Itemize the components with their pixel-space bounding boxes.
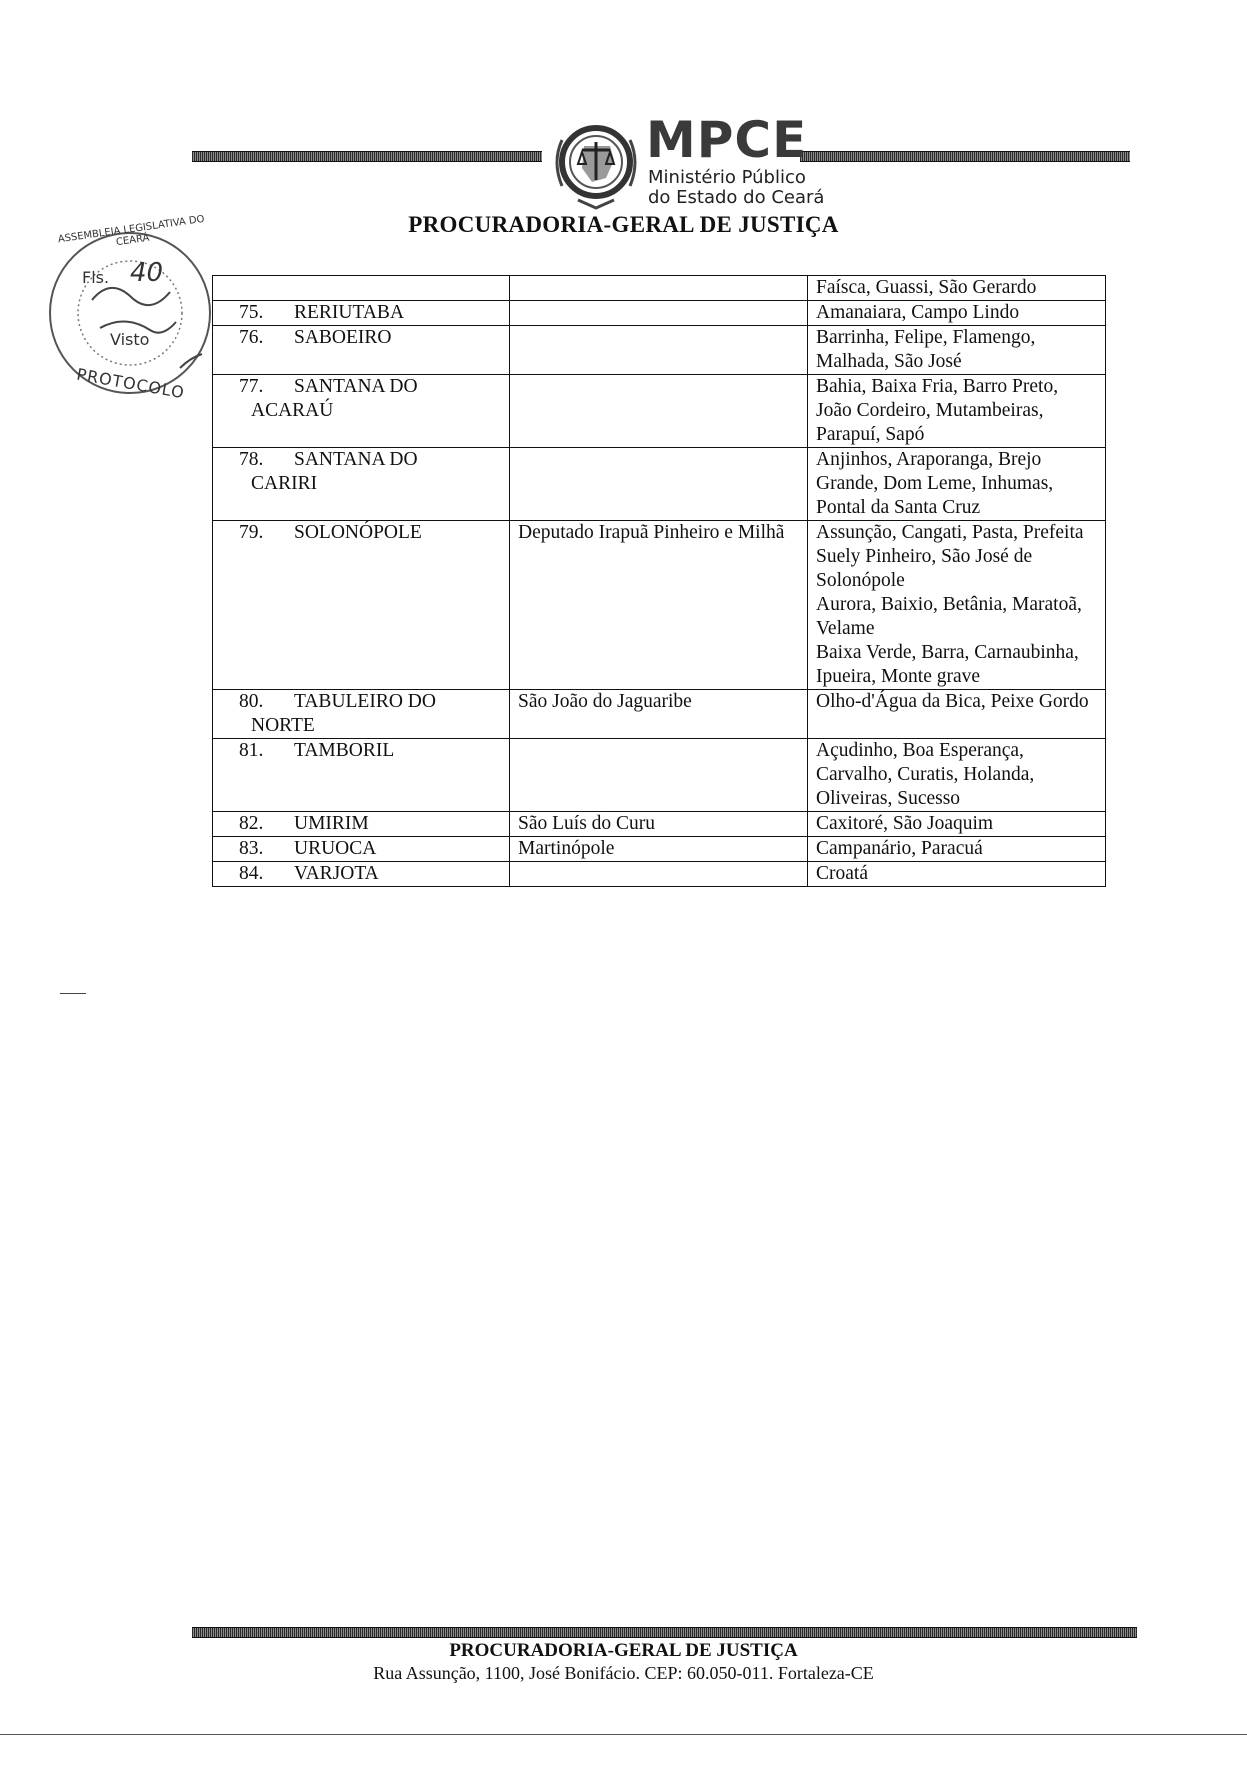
cell-city <box>213 375 510 448</box>
city-name: SOLONÓPOLE <box>294 522 422 543</box>
cell-districts <box>808 521 1106 690</box>
district-list: Olho-d'Água da Bica, Peixe Gordo <box>816 691 1089 712</box>
row-number: 79. <box>239 522 264 543</box>
city-name: RERIUTABA <box>294 302 405 323</box>
row-number: 80. <box>239 691 264 712</box>
brand-subtitle-2: do Estado do Ceará <box>648 187 825 208</box>
city-name: TABULEIRO DO <box>294 691 436 712</box>
city-name: UMIRIM <box>294 813 369 834</box>
cell-city <box>213 521 510 690</box>
cell-secondary <box>510 326 808 375</box>
city-name: SANTANA DO <box>294 376 418 397</box>
row-number: 83. <box>239 838 264 859</box>
table-row <box>213 326 1106 375</box>
cell-districts <box>808 448 1106 521</box>
city-name: ACARAÚ <box>251 400 334 421</box>
stamp-bottom-text: PROTOCOLO <box>75 364 187 403</box>
cell-city <box>213 862 510 887</box>
cell-city <box>213 739 510 812</box>
city-name: VARJOTA <box>294 863 379 884</box>
brand-subtitle-1: Ministério Público <box>648 167 806 188</box>
cell-secondary <box>510 301 808 326</box>
row-number: 81. <box>239 740 264 761</box>
district-list: Aurora, Baixio, Betânia, Maratoã, Velame <box>816 594 1082 639</box>
cell-city <box>213 301 510 326</box>
header-rule-left <box>192 151 542 162</box>
city-name: TAMBORIL <box>294 740 395 761</box>
cell-districts: Faísca, Guassi, São Gerardo <box>808 276 1106 301</box>
cell-secondary <box>510 276 808 301</box>
municipality-table <box>212 275 1106 887</box>
district-list: Açudinho, Boa Esperança, Carvalho, Curatis, Holanda, Oliveiras, Sucesso <box>816 740 1035 809</box>
cell-secondary <box>510 521 808 690</box>
footer-address: Rua Assunção, 1100, José Bonifácio. CEP: 60.050-011. Fortaleza-CE <box>373 1663 874 1683</box>
city-name: SABOEIRO <box>294 327 392 348</box>
cell-districts <box>808 301 1106 326</box>
cell-districts <box>808 326 1106 375</box>
header-rule-right <box>800 151 1130 162</box>
table-row <box>213 862 1106 887</box>
cell-districts <box>808 862 1106 887</box>
row-number: 75. <box>239 302 264 323</box>
protocol-stamp <box>30 213 230 418</box>
secondary-municipality: São Luís do Curu <box>518 813 656 834</box>
city-name: URUOCA <box>294 838 377 859</box>
district-list: Campanário, Paracuá <box>816 838 983 859</box>
row-number: 82. <box>239 813 264 834</box>
secondary-municipality: Deputado Irapuã Pinheiro e Milhã <box>518 522 785 543</box>
city-name: NORTE <box>251 715 315 736</box>
page-bottom-rule <box>0 1734 1247 1735</box>
cell-secondary <box>510 862 808 887</box>
table-row <box>213 301 1106 326</box>
district-list: Caxitoré, São Joaquim <box>816 813 994 834</box>
cell-city <box>213 690 510 739</box>
cell-secondary <box>510 448 808 521</box>
district-list: Anjinhos, Araporanga, Brejo Grande, Dom Leme, Inhumas, Pontal da Santa Cruz <box>816 449 1054 518</box>
table-row <box>213 448 1106 521</box>
cell-city <box>213 276 510 301</box>
secondary-municipality: Martinópole <box>518 838 615 859</box>
district-list: Amanaiara, Campo Lindo <box>816 302 1020 323</box>
scan-mark <box>60 993 86 994</box>
stamp-fls-label: Fls. <box>82 268 110 287</box>
table-row <box>213 521 1106 690</box>
district-list: Barrinha, Felipe, Flamengo, Malhada, São José <box>816 327 1036 372</box>
secondary-municipality: São João do Jaguaribe <box>518 691 692 712</box>
district-list: Croatá <box>816 863 868 884</box>
cell-secondary <box>510 812 808 837</box>
cell-city <box>213 812 510 837</box>
cell-districts <box>808 739 1106 812</box>
table-row <box>213 812 1106 837</box>
cell-districts <box>808 375 1106 448</box>
table-row-continuation <box>213 276 1106 301</box>
cell-secondary <box>510 375 808 448</box>
district-list: Baixa Verde, Barra, Carnaubinha, Ipueira, Monte grave <box>816 642 1079 687</box>
cell-city <box>213 837 510 862</box>
stamp-visto-label: Visto <box>110 330 150 349</box>
stamp-fls-value: 40 <box>130 258 164 288</box>
cell-secondary <box>510 739 808 812</box>
footer-rule <box>192 1627 1137 1638</box>
row-number: 77. <box>239 376 264 397</box>
page-title: PROCURADORIA-GERAL DE JUSTIÇA <box>408 212 839 237</box>
row-number: 78. <box>239 449 264 470</box>
district-list: Bahia, Baixa Fria, Barro Preto, João Cordeiro, Mutambeiras, Parapuí, Sapó <box>816 376 1059 445</box>
cell-city <box>213 326 510 375</box>
cell-districts <box>808 690 1106 739</box>
table-row <box>213 375 1106 448</box>
city-name: SANTANA DO <box>294 449 418 470</box>
footer-title: PROCURADORIA-GERAL DE JUSTIÇA <box>449 1640 798 1661</box>
city-name: CARIRI <box>251 473 318 494</box>
row-number: 76. <box>239 327 264 348</box>
brand-name: MPCE <box>646 111 808 169</box>
cell-districts <box>808 837 1106 862</box>
cell-secondary <box>510 837 808 862</box>
table-row <box>213 690 1106 739</box>
table-row <box>213 739 1106 812</box>
cell-city <box>213 448 510 521</box>
cell-districts <box>808 812 1106 837</box>
stamp-top-text: ASSEMBLEIA LEGISLATIVA DO CEARÁ <box>57 213 206 249</box>
row-number: 84. <box>239 863 264 884</box>
cell-secondary <box>510 690 808 739</box>
scales-emblem-icon <box>548 116 644 212</box>
table-row <box>213 837 1106 862</box>
mpce-logo <box>548 111 848 216</box>
district-list: Assunção, Cangati, Pasta, Prefeita Suely Pinheiro, São José de Solonópole <box>816 522 1084 591</box>
